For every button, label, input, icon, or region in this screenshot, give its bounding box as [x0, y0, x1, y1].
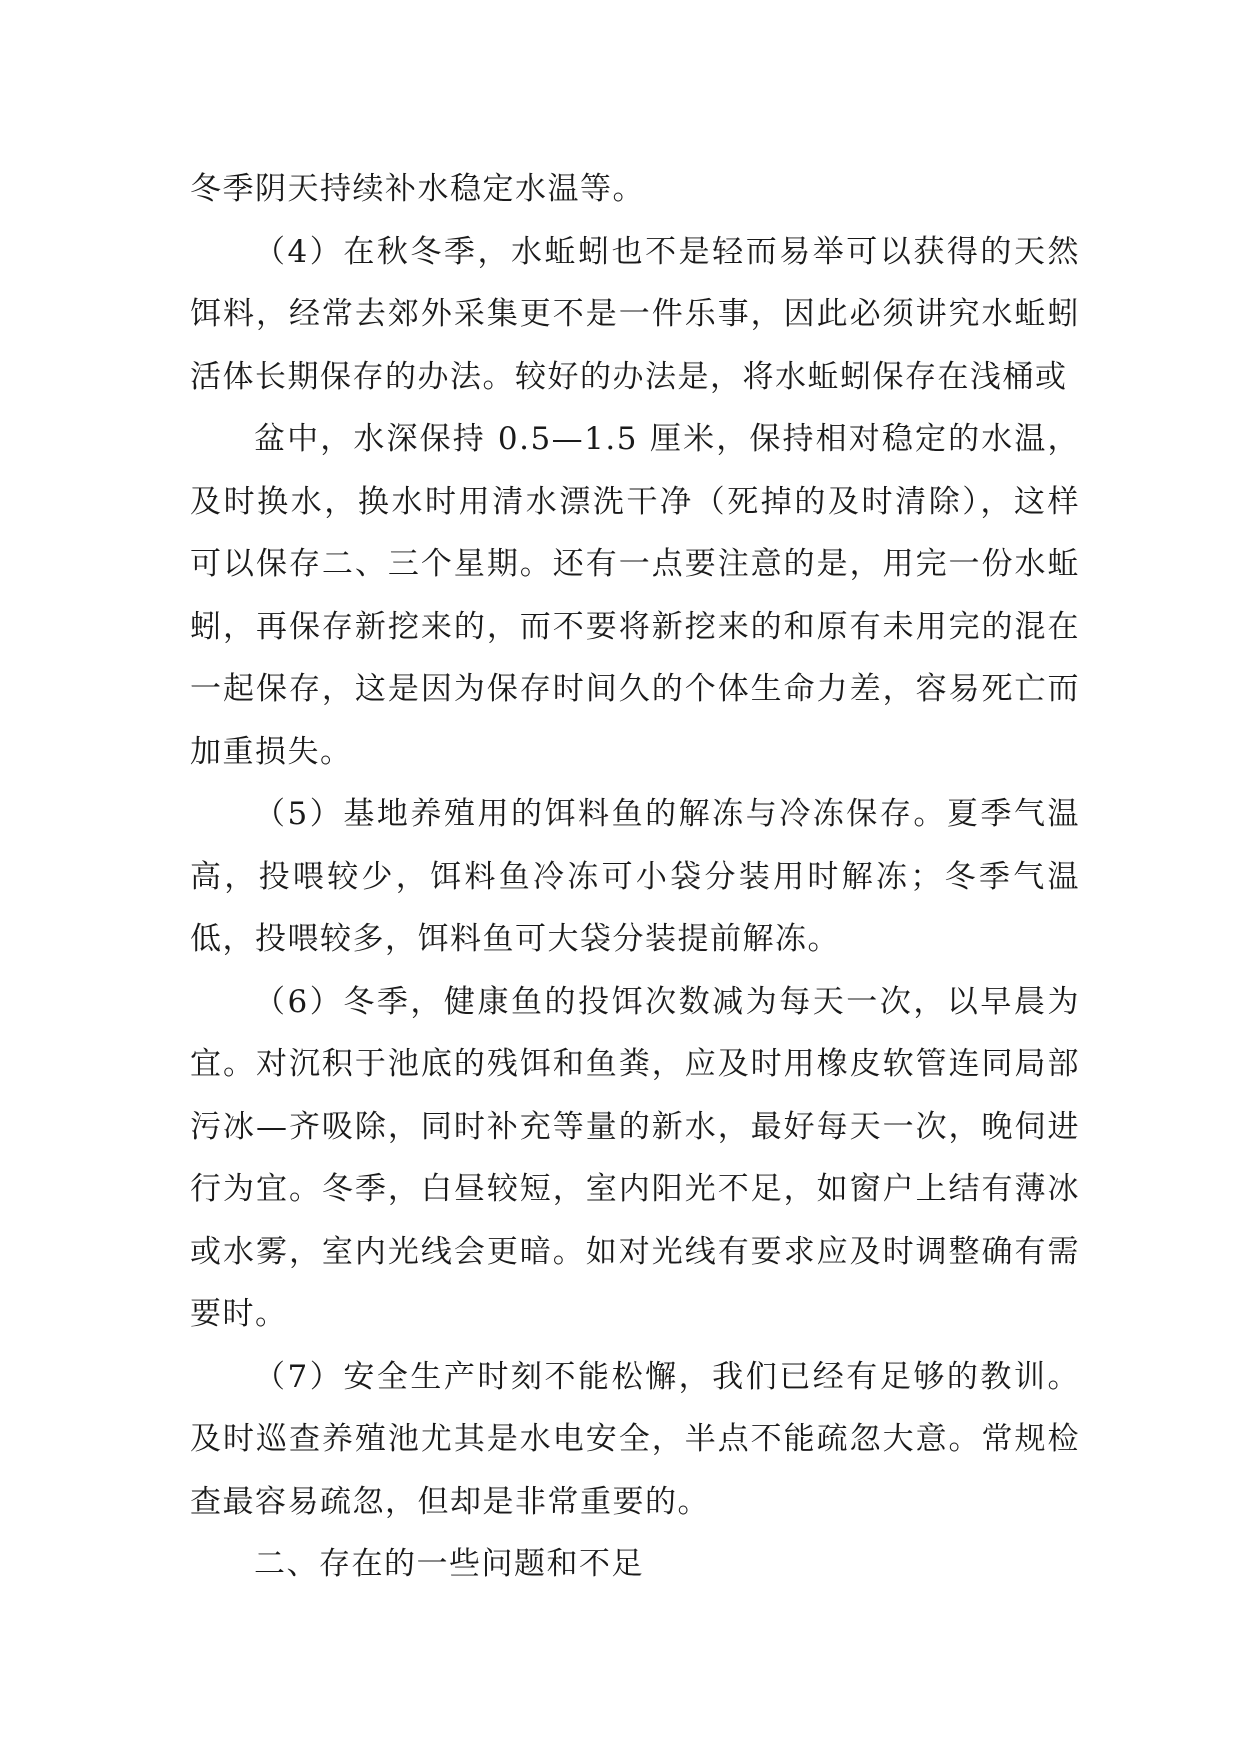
paragraph-item-5: （5）基地养殖用的饵料鱼的解冻与冷冻保存。夏季气温高，投喂较少，饵料鱼冷冻可小袋分装用时解冻；冬季气温低，投喂较多，饵料鱼可大袋分装提前解冻。: [190, 796, 1080, 957]
section-heading: 二、存在的一些问题和不足: [254, 1546, 644, 1582]
paragraph-continuation: 冬季阴天持续补水稳定水温等。: [190, 171, 645, 207]
paragraph-item-4-continued: 盆中，水深保持 0.5—1.5 厘米，保持相对稳定的水温，及时换水，换水时用清水漂洗干净（死掉的及时清除），这样可以保存二、三个星期。还有一点要注意的是，用完一份水蚯蚓，再保存新挖来的，而不要将新挖来的和原有未用完的混在一起保存，这是因为保存时间久的个体生命力差，容易死亡而加重损失。: [190, 421, 1080, 770]
document-body: [190, 158, 1080, 1596]
paragraph-item-6: （6）冬季，健康鱼的投饵次数减为每天一次，以早晨为宜。对沉积于池底的残饵和鱼粪，应及时用橡皮软管连同局部污冰—齐吸除，同时补充等量的新水，最好每天一次，晚伺进行为宜。冬季，白昼较短，室内阳光不足，如窗户上结有薄冰或水雾，室内光线会更暗。如对光线有要求应及时调整确有需要时。: [190, 983, 1080, 1332]
paragraph-item-7: （7）安全生产时刻不能松懈，我们已经有足够的教训。及时巡查养殖池尤其是水电安全，半点不能疏忽大意。常规检查最容易疏忽，但却是非常重要的。: [190, 1358, 1080, 1520]
paragraph-item-4: （4）在秋冬季，水蚯蚓也不是轻而易举可以获得的天然饵料，经常去郊外采集更不是一件乐事，因此必须讲究水蚯蚓活体长期保存的办法。较好的办法是，将水蚯蚓保存在浅桶或: [190, 233, 1080, 395]
